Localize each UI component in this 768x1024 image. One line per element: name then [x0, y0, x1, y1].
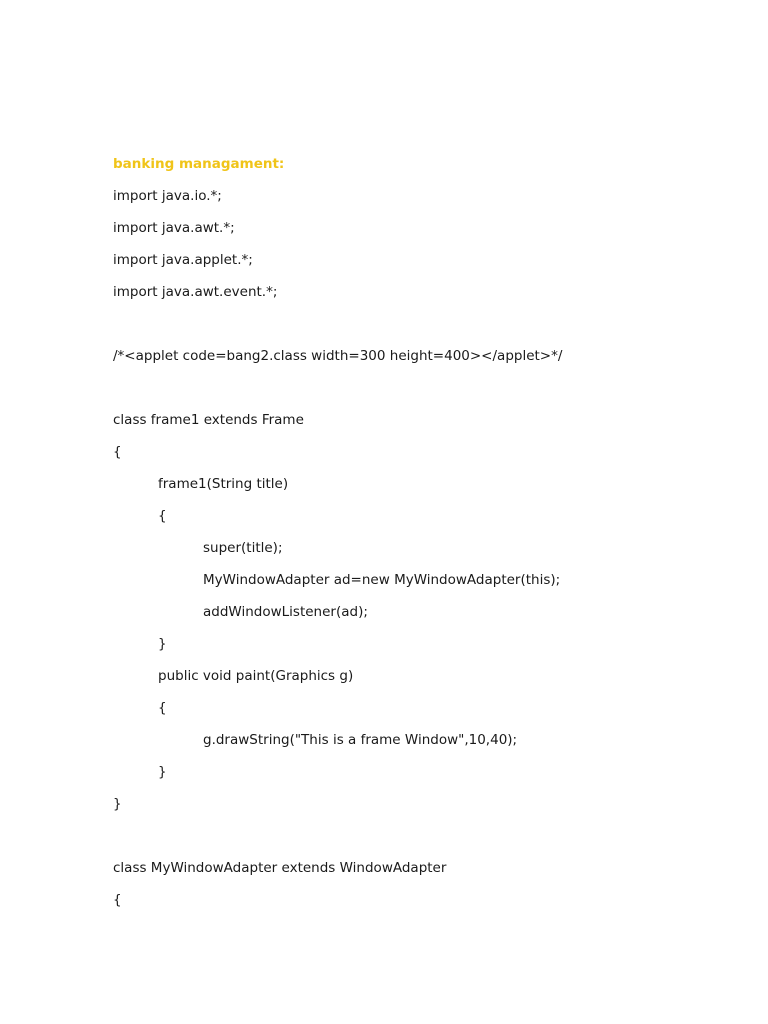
code-line: public void paint(Graphics g): [158, 668, 354, 684]
document-body: [113, 154, 733, 922]
code-line: MyWindowAdapter ad=new MyWindowAdapter(this);: [203, 572, 561, 588]
code-line: }: [158, 764, 167, 780]
code-line: class MyWindowAdapter extends WindowAdapter: [113, 860, 447, 876]
code-line: import java.io.*;: [113, 188, 222, 204]
code-line: g.drawString("This is a frame Window",10,40);: [203, 732, 518, 748]
code-line: frame1(String title): [158, 476, 289, 492]
code-line: import java.awt.event.*;: [113, 284, 278, 300]
code-line: }: [158, 636, 167, 652]
code-line: {: [113, 444, 122, 460]
code-line: super(title);: [203, 540, 283, 556]
code-line: import java.applet.*;: [113, 252, 253, 268]
blank-line: [113, 314, 733, 346]
blank-line: [113, 826, 733, 858]
code-line: {: [113, 892, 122, 908]
blank-line: [113, 378, 733, 410]
code-line: addWindowListener(ad);: [203, 604, 368, 620]
code-line: }: [113, 796, 122, 812]
code-line: /*<applet code=bang2.class width=300 height=400></applet>*/: [113, 348, 563, 364]
document-heading: banking managament:: [113, 156, 285, 172]
code-line: {: [158, 700, 167, 716]
code-line: {: [158, 508, 167, 524]
code-line: import java.awt.*;: [113, 220, 235, 236]
code-line: class frame1 extends Frame: [113, 412, 304, 428]
